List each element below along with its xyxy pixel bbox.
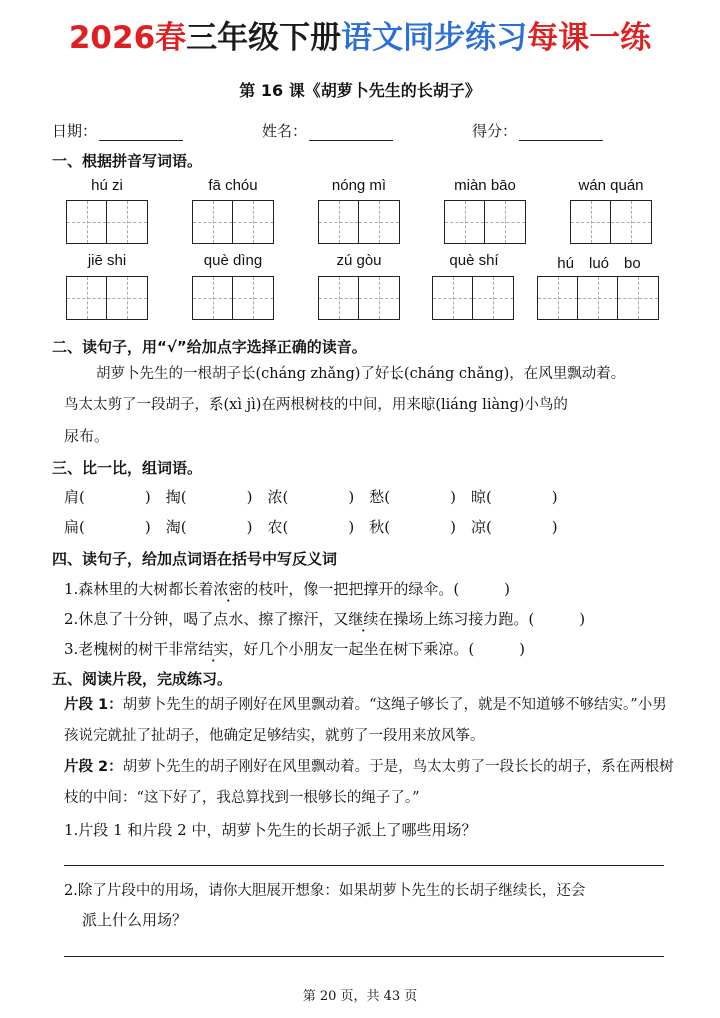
lesson-subtitle: 第 16 课《胡萝卜先生的长胡子》 [239,81,481,100]
fragment-2-text: 胡萝卜先生的胡子刚好在风里飘动着。于是，鸟太太剪了一段长长的胡子，系在两根树枝的中间：“这下好了，我总算找到一根够长的绳子了。” [64,759,674,806]
writing-grid[interactable] [432,276,514,320]
section1-title: 一、根据拼音写词语。 [52,152,203,170]
title-part-grade: 三年级下册 [186,20,342,56]
section2-line3: 尿布。 [64,427,110,445]
antonym-question-2[interactable]: 2.休息了十分钟，喝了点水、擦了擦汗，又继续在操场上练习接力跑。( ) [64,610,586,628]
score-field[interactable] [472,120,603,141]
section2-line1: 胡萝卜先生的一根胡子长(cháng zhǎng)了好长(cháng chǎng)，在风里飘动着。 [96,366,626,382]
dotted-word: 浓密 [213,580,244,598]
section2-title: 二、读句子，用“√”给加点字选择正确的读音。 [52,338,367,356]
score-label: 得分： [472,122,518,140]
fragment-2-label: 片段 2： [64,759,123,775]
pinyin-label: jiē shi [87,252,127,269]
reading-question-2: 2.除了片段中的用场，请你大胆展开想象：如果胡萝卜先生的长胡子继续长，还会 [64,883,586,899]
writing-grid[interactable] [444,200,526,244]
date-field[interactable] [52,120,183,141]
date-label: 日期： [52,122,98,140]
writing-grid[interactable] [192,276,274,320]
pinyin-label: què shí [449,252,499,269]
writing-grid[interactable] [570,200,652,244]
pinyin-label: zú gòu [336,252,382,269]
word-group-row1[interactable]: 肩( ) 掏( ) 浓( ) 愁( ) 晾( ) [64,488,558,506]
pinyin-label: hú zi [91,177,123,194]
dotted-word: 结实 [198,640,229,658]
writing-grid[interactable] [318,200,400,244]
name-label: 姓名： [262,122,308,140]
antonym-question-3[interactable]: 3.老槐树的树干非常结实，好几个小朋友一起坐在树下乘凉。( ) [64,640,526,658]
reading-question-2-cont: 派上什么用场？ [82,911,188,929]
pinyin-label: què dìng [203,252,263,269]
dotted-char: 长 [241,366,256,382]
fragment-1-label: 片段 1： [64,697,123,713]
page-number: 第 20 页，共 43 页 [302,989,418,1004]
name-field[interactable] [262,120,393,141]
writing-grid[interactable] [66,276,148,320]
pinyin-label: miàn bāo [454,177,516,194]
fragment-1 [64,690,674,752]
writing-grid[interactable] [318,276,400,320]
pinyin-label: wán quán [578,177,644,194]
answer-line[interactable] [64,956,664,957]
reading-question-1: 1.片段 1 和片段 2 中，胡萝卜先生的长胡子派上了哪些用场？ [64,821,477,839]
pinyin-label: nóng mì [331,177,387,194]
pinyin-label: hú luó bo [557,255,641,272]
dotted-char: 长 [389,366,404,382]
title-part-subject: 语文同步练习 [341,20,528,56]
answer-line[interactable] [64,865,664,866]
fragment-2 [64,752,674,814]
antonym-question-1[interactable]: 1.森林里的大树都长着浓密的枝叶，像一把把撑开的绿伞。( ) [64,580,511,598]
title-part-daily: 每课一练 [527,20,652,56]
writing-grid[interactable] [66,200,148,244]
pinyin-label: fā chóu [208,177,258,194]
dotted-char: 系 [209,397,224,413]
word-group-row2[interactable]: 扁( ) 淘( ) 农( ) 秋( ) 凉( ) [64,518,558,536]
section4-title: 四、读句子，给加点词语在括号中写反义词 [52,550,338,568]
section5-title: 五、阅读片段，完成练习。 [52,670,233,688]
dotted-char: 晾 [420,397,436,413]
worksheet-title [0,18,720,58]
writing-grid[interactable] [537,276,659,320]
writing-grid[interactable] [192,200,274,244]
dotted-word: 继续 [348,610,379,628]
fragment-1-text: 胡萝卜先生的胡子刚好在风里飘动着。“这绳子够长了，就是不知道够不够结实。”小男孩说完就扯了扯胡子，他确定足够结实，就剪了一段用来放风筝。 [64,697,667,744]
title-part-year: 2026春 [68,20,187,56]
section2-line2: 鸟太太剪了一段胡子，系(xì jì)在两根树枝的中间，用来晾(liáng liàng)小鸟的 [64,397,568,413]
section3-title: 三、比一比，组词语。 [52,459,203,477]
